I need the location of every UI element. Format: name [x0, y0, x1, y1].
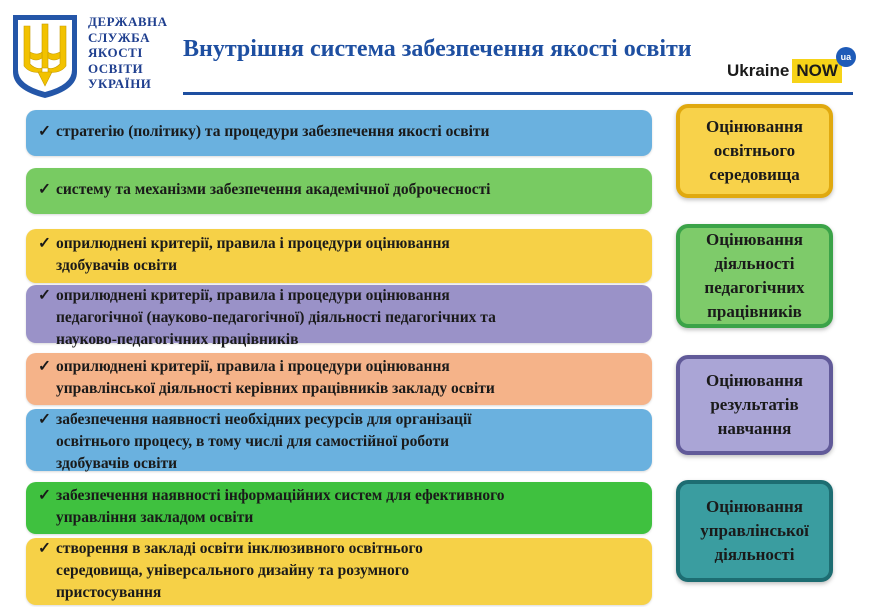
item-text: систему та механізми забезпечення академічної доброчесності [56, 181, 491, 198]
item-text: забезпечення наявності інформаційних систем для ефективного [56, 487, 505, 504]
box-line: Оцінювання [706, 497, 803, 516]
agency-line: ДЕРЖАВНА [88, 14, 168, 29]
title-divider [183, 92, 853, 95]
list-item [26, 409, 652, 471]
box-line: діяльності [714, 545, 795, 564]
logo-now [792, 52, 852, 83]
box-line: педагогічних [704, 278, 805, 297]
list-item [26, 538, 652, 605]
list-item [26, 168, 652, 214]
list-item [26, 229, 652, 283]
agency-line: ОСВІТИ [88, 60, 144, 76]
page-title: Внутрішня система забезпечення якості освіти [183, 36, 692, 62]
agency-name [88, 14, 198, 92]
box-line: результатів [710, 395, 799, 414]
box-line: Оцінювання [705, 230, 803, 249]
item-text: оприлюднені критерії, правила і процедури оцінювання [56, 235, 450, 252]
logo-ua-badge: ua [836, 47, 856, 67]
item-text: педагогічної (науково-педагогічної) діяльності педагогічних та [56, 309, 496, 326]
box-line: Оцінювання [706, 371, 803, 390]
assessment-box-management [676, 480, 833, 582]
list-item [26, 353, 652, 405]
item-text: оприлюднені критерії, правила і процедури оцінювання [56, 287, 450, 304]
box-line: навчання [717, 419, 792, 438]
item-text: науково-педагогічних працівників [56, 331, 299, 348]
assessment-box-results [676, 355, 833, 455]
item-text: створення в закладі освіти інклюзивного освітнього [56, 540, 423, 557]
check-icon: ✓ [38, 540, 51, 557]
box-line: управлінської [700, 521, 809, 540]
item-text: управління закладом освіти [56, 509, 254, 526]
box-line: Оцінювання [706, 117, 803, 136]
trident-emblem-icon [10, 12, 80, 100]
check-icon: ✓ [38, 181, 51, 198]
check-icon: ✓ [38, 287, 51, 304]
list-item [26, 110, 652, 156]
check-icon: ✓ [38, 123, 51, 140]
agency-line: УКРАЇНИ [88, 76, 152, 91]
logo-text: Ukraine [727, 61, 790, 80]
item-text: забезпечення наявності необхідних ресурсів для організації [56, 411, 472, 428]
check-icon: ✓ [38, 235, 51, 252]
item-text: стратегію (політику) та процедури забезпечення якості освіти [56, 123, 490, 140]
item-text: середовища, універсального дизайну та розумного [56, 562, 410, 579]
logo-now-text: NOW [796, 61, 838, 80]
item-text: оприлюднені критерії, правила і процедури оцінювання [56, 358, 450, 375]
check-icon: ✓ [38, 487, 51, 504]
box-line: діяльності [714, 254, 795, 273]
item-text: управлінської діяльності керівних працівників закладу освіти [56, 380, 495, 397]
agency-line: ЯКОСТІ [88, 45, 143, 60]
ukraine-now-logo [727, 52, 852, 86]
assessment-box-environment [676, 104, 833, 198]
list-item [26, 482, 652, 534]
agency-line: СЛУЖБА [88, 29, 150, 45]
item-text: освітнього процесу, в тому числі для самостійної роботи [56, 433, 450, 450]
check-icon: ✓ [38, 411, 51, 428]
item-text: пристосування [56, 584, 162, 601]
list-item [26, 285, 652, 348]
box-line: працівників [707, 302, 802, 321]
item-text: здобувачів освіти [56, 257, 178, 274]
box-line: середовища [709, 165, 800, 184]
item-text: здобувачів освіти [56, 455, 178, 472]
assessment-box-teachers [676, 224, 833, 328]
check-icon: ✓ [38, 358, 51, 375]
box-line: освітнього [713, 141, 796, 160]
